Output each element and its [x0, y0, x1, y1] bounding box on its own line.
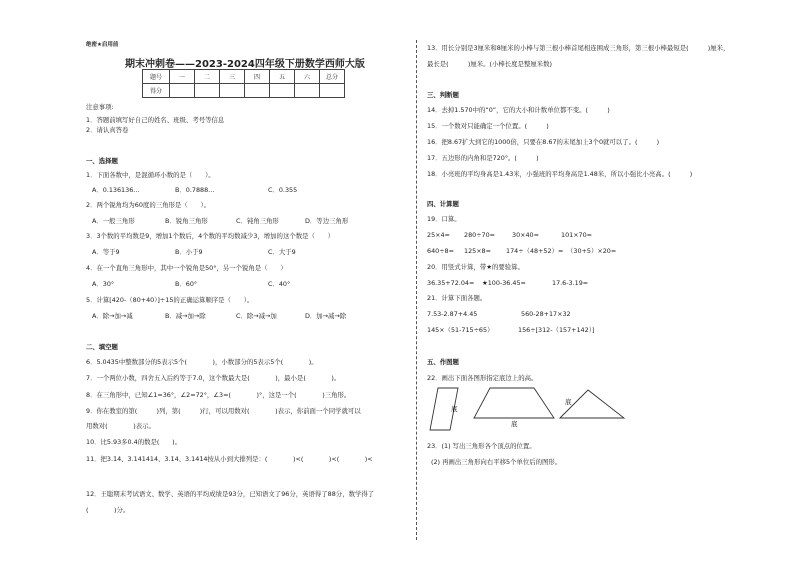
- score-cell: 四: [245, 70, 270, 84]
- question-line: 21．计算下面各题。: [427, 294, 487, 302]
- question-line: B．小于9: [175, 248, 203, 256]
- base-label: 底: [565, 398, 572, 406]
- section-heading: 一、选择题: [86, 157, 118, 165]
- question-line: 2．两个锐角均为60度的三角形是（ ）。: [86, 201, 211, 209]
- question-line: C．除→减→加: [236, 312, 277, 320]
- score-input-cell[interactable]: [320, 84, 345, 98]
- question-line: 19．口算。: [427, 215, 461, 223]
- question-line: ★100-36.45=: [482, 279, 526, 287]
- score-input-cell[interactable]: [170, 84, 195, 98]
- question-line: 8．在三角形中，已知∠1=36°，∠2=72°，∠3=( )°，这是一个( )三角形。: [86, 391, 351, 399]
- question-line: 20．用竖式计算，带★的要验算。: [427, 263, 524, 271]
- score-cell: 二: [195, 70, 220, 84]
- score-table-header-row: [143, 70, 345, 84]
- score-table-score-row: [143, 84, 345, 98]
- score-input-cell[interactable]: [195, 84, 220, 98]
- question-line: 14．去掉1.570中的“0”，它的大小和计数单位都不变。( ): [427, 106, 610, 114]
- question-line: 7.53-2.87+4.45: [427, 310, 478, 318]
- secret-label: 绝密★启用前: [86, 42, 119, 48]
- score-cell: 六: [295, 70, 320, 84]
- question-line: 17．五边形的内角和是720°。( ): [427, 154, 539, 162]
- question-line: 12．王聪期末考试语文、数学、英语的平均成绩是93分，已知语文了96分，英语得了88分，数学得了: [86, 490, 375, 498]
- section-heading: 五、作图题: [427, 358, 459, 366]
- trapezoid-shape: [474, 388, 554, 418]
- question-line: 3．3个数的平均数是9，增加1个数后，4个数的平均数减少3，增加的这个数是（ ）: [86, 232, 335, 240]
- question-line: 9．你在教室的第( )列，第( )行，可以用数对( )表示，你前面一个同学就可以: [86, 407, 361, 415]
- question-line: 4．在一个直角三角形中，其中一个锐角是50°，另一个锐角是（ ）: [86, 264, 287, 272]
- base-label: 底: [511, 420, 518, 428]
- question-line: 13．用长分别是3厘米和8厘米的小棒与第三根小棒首尾相连围成三角形，第三根小棒最短是( )厘米，: [427, 44, 730, 52]
- question-line: B．60°: [175, 280, 198, 288]
- question-line: 7．一个两位小数，四舍五入后约等于7.0，这个数最大是( )，最小是( )。: [86, 374, 341, 382]
- score-input-cell[interactable]: [220, 84, 245, 98]
- column-divider: [416, 40, 417, 540]
- question-line: 280÷70=: [464, 231, 496, 239]
- question-line: 145×（51-715÷65）: [427, 326, 494, 334]
- question-line: D．加→减→除: [305, 312, 347, 320]
- score-cell: 题号: [143, 70, 170, 84]
- question-line: A．30°: [92, 280, 115, 288]
- score-cell: 得分: [143, 84, 170, 98]
- base-label: 底: [451, 405, 458, 413]
- question-line: 22．画出下面各图形指定底边上的高。: [427, 374, 538, 382]
- question-line: (2) 再画出三角形向右平移5个单位后的图形。: [431, 458, 562, 466]
- question-line: B．0.7888…: [175, 186, 215, 194]
- question-line: 640÷8=: [427, 247, 454, 255]
- question-line: 5．计算[420-（80+40）]÷15的正确运算顺序是（ ）。: [86, 296, 254, 304]
- section-heading: 四、计算题: [427, 200, 459, 208]
- section-heading: 二、填空题: [86, 343, 118, 351]
- question-line: 10．比5.93多0.4的数是( )。: [86, 438, 182, 446]
- score-cell: 三: [220, 70, 245, 84]
- question-line: 560-28+17×32: [521, 310, 571, 318]
- question-line: （30+5）×20=: [567, 247, 617, 255]
- question-line: 1．下面各数中，是混循环小数的是（ ）。: [86, 171, 215, 179]
- score-cell: 五: [270, 70, 295, 84]
- question-line: B．锐角三角形: [165, 217, 208, 225]
- question-line: 156÷[312-（157+142）]: [518, 326, 595, 334]
- question-line: A．除→加→减: [92, 312, 133, 320]
- score-input-cell[interactable]: [245, 84, 270, 98]
- question-line: C．大于9: [268, 248, 296, 256]
- question-line: 23．(1) 写出三角形各个顶点的位置。: [427, 442, 536, 450]
- score-input-cell[interactable]: [295, 84, 320, 98]
- notice-heading: 注意事项:: [86, 103, 114, 111]
- question-line: 11．把3.1̇4̇、3.141414、3.1̇4、3.14̇1̇4按从小到大排列是：( )<( )<( )<: [86, 455, 373, 463]
- question-line: 30×40=: [512, 231, 539, 239]
- notice-item: 2．请认真答卷: [86, 126, 129, 134]
- question-line: 15．一个数对只能确定一个位置。( ): [427, 122, 549, 130]
- question-line: 16．把8.67扩大到它的1000倍，只要在8.67的末尾加上3个0就可以了。( ): [427, 138, 660, 146]
- question-line: 最长是( )厘米。(小棒长度是整厘米数): [427, 60, 553, 68]
- question-line: B．减→加→除: [165, 312, 206, 320]
- score-table: [142, 69, 345, 98]
- question-line: A．0.136136…: [92, 186, 140, 194]
- question-line: 用数对( )表示。: [86, 422, 155, 430]
- question-line: 18．小亮班的平均身高是1.43米，小强班的平均身高是1.48米，所以小强比小亮高。( ): [427, 170, 693, 178]
- question-line: C．0.355: [268, 186, 298, 194]
- section-heading: 三、判断题: [427, 91, 459, 99]
- question-line: A．等于9: [92, 248, 120, 256]
- question-line: 17.6-3.19=: [552, 279, 589, 287]
- question-line: A．一般三角形: [92, 217, 135, 225]
- question-line: ( )分。: [86, 506, 130, 514]
- question-line: D．等边三角形: [305, 217, 349, 225]
- exam-title: 期末冲刺卷——2023-2024四年级下册数学西师大版: [125, 59, 365, 70]
- question-line: 174÷（48+52）=: [506, 247, 564, 255]
- score-cell: 总分: [320, 70, 345, 84]
- geometry-figures: [428, 384, 628, 434]
- question-line: 6．5.0435中整数部分的5表示5个( )，小数部分的5表示5个( )。: [86, 358, 318, 366]
- question-line: 25×4=: [427, 231, 450, 239]
- score-cell: 一: [170, 70, 195, 84]
- question-line: C．40°: [268, 280, 291, 288]
- score-input-cell[interactable]: [270, 84, 295, 98]
- question-line: 101×70=: [561, 231, 593, 239]
- question-line: C．钝角三角形: [236, 217, 279, 225]
- notice-item: 1．答题前填写好自己的姓名、班级、考号等信息: [86, 116, 225, 124]
- question-line: 36.35+72.04=: [427, 279, 475, 287]
- question-line: 125×8=: [464, 247, 491, 255]
